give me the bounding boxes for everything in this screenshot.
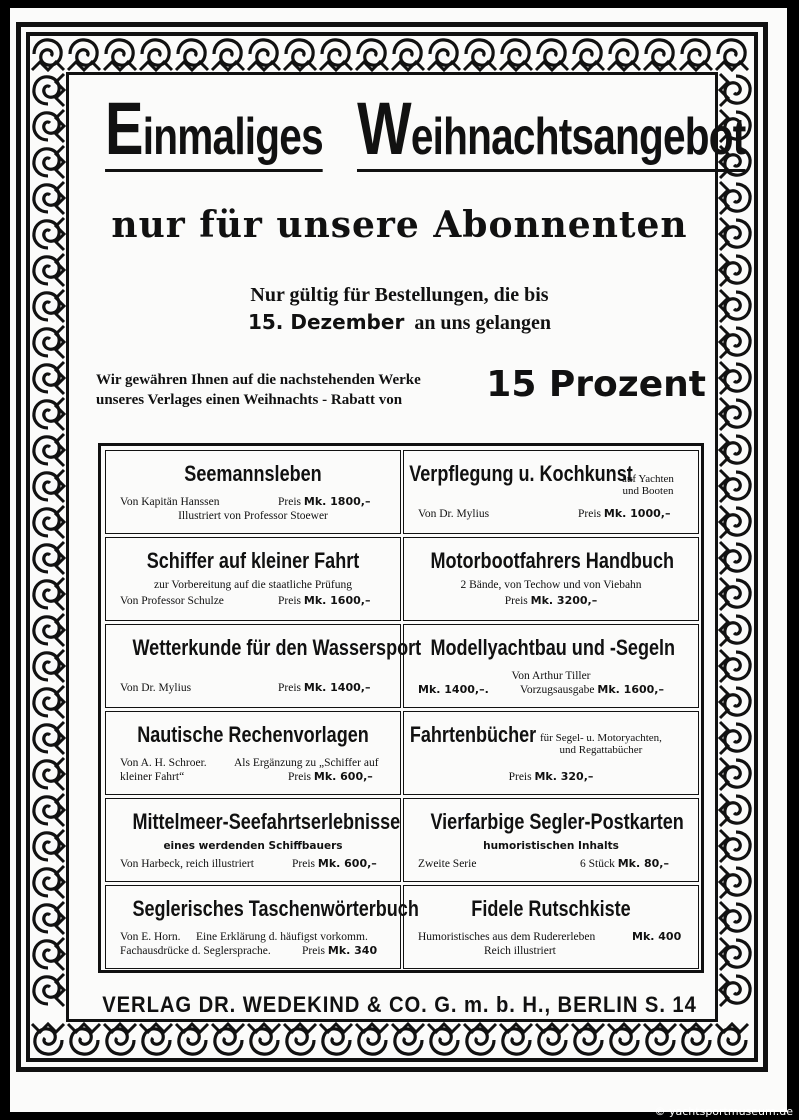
book-price	[278, 594, 370, 608]
headline	[88, 87, 746, 172]
discount-text	[96, 370, 421, 410]
publisher-footer: VERLAG DR. WEDEKIND & CO. G. m. b. H., BERLIN S. 14	[102, 992, 697, 1017]
border-ornament	[246, 1022, 282, 1058]
border-ornament	[718, 612, 754, 648]
border-ornament	[498, 1022, 534, 1058]
edition-label: Vorzugsausgabe	[520, 684, 595, 696]
price-label: Preis	[288, 771, 311, 783]
price-value: Mk. 400	[632, 930, 682, 943]
price-value: Mk. 600,–	[317, 857, 377, 870]
border-ornament	[714, 1022, 750, 1058]
book-price	[278, 681, 370, 695]
book-author: Von Professor Schulze	[120, 595, 224, 607]
price-value: Mk. 1600,–	[303, 594, 371, 607]
book-card	[403, 450, 699, 534]
price-label: Preis	[292, 858, 315, 870]
border-ornament	[678, 1022, 714, 1058]
border-ornament	[138, 1022, 174, 1058]
border-ornament	[318, 1022, 354, 1058]
side-note-1: für Segel- u. Motoryachten,	[540, 732, 662, 744]
border-ornament	[718, 504, 754, 540]
border-ornament	[30, 828, 66, 864]
side-note-2: und Booten	[622, 485, 674, 497]
border-ornament	[462, 36, 498, 72]
book-title: Vierfarbige Segler-Postkarten	[430, 809, 684, 834]
validity-line-2	[0, 310, 799, 335]
edition-price: Mk. 1600,–	[597, 683, 664, 696]
border-ornament	[30, 1022, 66, 1058]
book-price	[302, 944, 377, 958]
side-note-1: auf Yachten	[622, 473, 674, 485]
book-title: Modellyachtbau und -Segeln	[430, 635, 676, 660]
border-ornament	[102, 1022, 138, 1058]
border-ornament	[30, 936, 66, 972]
border-ornament	[30, 792, 66, 828]
price-value: Mk. 320,–	[534, 770, 594, 783]
price-value: Mk. 1000,–	[603, 507, 671, 520]
border-ornament	[718, 360, 754, 396]
book-price	[404, 594, 698, 608]
book-subtitle	[106, 839, 400, 853]
headline-initial-1: E	[105, 87, 143, 170]
price-value: Mk. 340	[327, 944, 378, 957]
border-ornament	[426, 1022, 462, 1058]
price-label: Preis	[278, 595, 301, 607]
border-ornament	[354, 1022, 390, 1058]
border-ornament	[246, 36, 282, 72]
quantity: 6 Stück	[580, 858, 615, 870]
border-ornament	[678, 36, 714, 72]
headline-initial-2: W	[357, 87, 411, 170]
book-note: Illustriert von Professor Stoewer	[178, 510, 328, 522]
headline-rest-1: inmaliges	[142, 108, 323, 166]
border-ornament	[282, 36, 318, 72]
border-ornament	[714, 36, 750, 72]
border-ornament	[718, 864, 754, 900]
border-ornament	[718, 432, 754, 468]
border-ornament	[30, 540, 66, 576]
border-ornament	[66, 36, 102, 72]
border-ornament	[718, 720, 754, 756]
border-ornament	[718, 252, 754, 288]
book-price	[632, 930, 681, 944]
border-ornament	[30, 504, 66, 540]
border-ornament	[534, 36, 570, 72]
border-ornament	[426, 36, 462, 72]
book-title: Mittelmeer-Seefahrtserlebnisse	[132, 809, 401, 834]
border-ornament	[174, 36, 210, 72]
price-value: Mk. 3200,–	[530, 594, 598, 607]
border-ornament	[30, 720, 66, 756]
book-card	[105, 798, 401, 882]
price-label: Preis	[578, 508, 601, 520]
book-title: Motorbootfahrers Handbuch	[430, 548, 674, 573]
border-ornament	[534, 1022, 570, 1058]
border-ornament	[498, 36, 534, 72]
book-card	[105, 885, 419, 969]
book-author: Von Harbeck, reich illustriert	[120, 858, 254, 870]
border-ornament	[30, 864, 66, 900]
book-title: Seemannsleben	[184, 461, 322, 486]
border-ornament	[606, 36, 642, 72]
border-ornament	[718, 468, 754, 504]
border-ornament	[30, 756, 66, 792]
book-author: Von A. H. Schroer.	[120, 757, 207, 769]
book-note-1: Als Ergänzung zu „Schiffer auf	[234, 757, 379, 769]
price-value: Mk. 1800,–	[303, 495, 371, 508]
headline-rest-2: eihnachtsangebot	[410, 108, 746, 166]
book-card	[105, 537, 401, 621]
book-author: Von Dr. Mylius	[120, 682, 192, 694]
border-ornament	[30, 108, 66, 144]
headline-word-1	[105, 87, 323, 172]
discount-line-2: unseres Verlages einen Weihnachts - Rabatt von	[96, 392, 403, 408]
border-ornament	[30, 360, 66, 396]
book-note-1: Humoristisches aus dem Rudererleben	[418, 931, 596, 943]
subtitle-text: humoristischen Inhalts	[483, 840, 619, 852]
border-ornament	[282, 1022, 318, 1058]
border-ornament	[718, 540, 754, 576]
book-title: Nautische Rechenvorlagen	[137, 722, 369, 747]
subtitle-text: eines werdenden Schiffbauers	[163, 840, 343, 852]
book-title: Fidele Rutschkiste	[471, 896, 631, 921]
watermark: © yachtsportmuseum.de	[654, 1105, 793, 1118]
border-ornament	[30, 684, 66, 720]
subtitle: nur für unsere Abonnenten	[111, 204, 688, 246]
border-ornament	[718, 756, 754, 792]
book-card	[403, 711, 699, 795]
book-note: Zweite Serie	[418, 858, 477, 870]
border-ornament	[570, 1022, 606, 1058]
border-ornament	[30, 576, 66, 612]
price-value: Mk. 600,–	[313, 770, 373, 783]
border-ornament	[718, 576, 754, 612]
book-subtitle	[404, 839, 698, 853]
book-price	[278, 495, 370, 509]
price-label: Preis	[508, 771, 532, 783]
border-ornament	[390, 36, 426, 72]
book-note: 2 Bände, von Techow und von Viebahn	[460, 579, 642, 591]
book-note-2: Reich illustriert	[484, 945, 556, 957]
border-ornament	[30, 468, 66, 504]
border-ornament	[30, 144, 66, 180]
border-ornament	[642, 36, 678, 72]
book-title: Seglerisches Taschenwörterbuch	[132, 896, 419, 921]
discount-value: 15 Prozent	[486, 364, 706, 405]
border-ornament	[30, 432, 66, 468]
validity-date: 15. Dezember	[247, 310, 405, 334]
book-side-note	[622, 473, 674, 497]
book-note: zur Vorbereitung auf die staatliche Prüfung	[154, 579, 352, 591]
book-price	[292, 857, 377, 871]
book-price	[404, 770, 698, 784]
book-author: Von Dr. Mylius	[418, 508, 490, 520]
book-card	[403, 798, 699, 882]
book-note-2: kleiner Fahrt“	[120, 771, 185, 783]
book-card	[105, 450, 401, 534]
side-note-2: und Regattabücher	[559, 744, 643, 756]
border-ornament	[30, 648, 66, 684]
border-ornament	[102, 36, 138, 72]
price-label: Preis	[278, 682, 301, 694]
book-author: Von E. Horn.	[120, 931, 181, 943]
validity-rest: an uns gelangen	[414, 312, 552, 334]
book-author: Von Arthur Tiller	[511, 670, 591, 682]
book-edition	[520, 683, 664, 697]
border-ornament	[138, 36, 174, 72]
discount-line-1: Wir gewähren Ihnen auf die nachstehenden Werke	[96, 372, 421, 388]
book-price	[418, 683, 489, 697]
border-ornament	[606, 1022, 642, 1058]
book-title: Fahrtenbücher	[409, 722, 537, 747]
border-ornament	[718, 792, 754, 828]
book-card	[403, 885, 699, 969]
border-ornament	[354, 36, 390, 72]
border-ornament	[718, 936, 754, 972]
border-ornament	[718, 396, 754, 432]
book-price	[580, 857, 669, 871]
book-card	[403, 624, 699, 708]
border-ornament	[718, 648, 754, 684]
price-label: Preis	[504, 595, 528, 607]
discount-block	[96, 364, 706, 412]
book-grid	[98, 443, 704, 973]
border-ornament	[390, 1022, 426, 1058]
border-ornament	[718, 828, 754, 864]
book-note-1: Eine Erklärung d. häufigst vorkomm.	[196, 931, 368, 943]
border-ornament	[210, 1022, 246, 1058]
border-ornament	[210, 36, 246, 72]
headline-word-2	[357, 87, 746, 172]
border-ornament	[66, 1022, 102, 1058]
price-label: Preis	[302, 945, 325, 957]
border-ornament	[318, 36, 354, 72]
border-ornament	[30, 900, 66, 936]
border-ornament	[718, 684, 754, 720]
book-price	[578, 507, 670, 521]
border-ornament	[30, 612, 66, 648]
book-card	[105, 624, 422, 708]
price-value: Mk. 80,–	[617, 857, 669, 870]
border-ornament	[30, 252, 66, 288]
border-ornament	[30, 72, 66, 108]
book-title: Schiffer auf kleiner Fahrt	[146, 548, 360, 573]
border-ornament	[174, 1022, 210, 1058]
border-ornament	[462, 1022, 498, 1058]
price-value: Mk. 1400,–	[303, 681, 371, 694]
validity-line-1: Nur gültig für Bestellungen, die bis	[250, 284, 549, 306]
book-side-note	[540, 732, 662, 756]
book-title: Verpflegung u. Kochkunst	[409, 461, 633, 486]
price-value: Mk. 1400,–.	[418, 683, 489, 696]
book-title: Wetterkunde für den Wassersport	[132, 635, 422, 660]
price-label: Preis	[278, 496, 301, 508]
book-note-2: Fachausdrücke d. Seglersprache.	[120, 945, 271, 957]
border-ornament	[30, 36, 66, 72]
book-author: Von Kapitän Hanssen	[120, 496, 220, 508]
border-ornament	[642, 1022, 678, 1058]
book-price	[288, 770, 373, 784]
border-ornament	[30, 396, 66, 432]
book-card	[403, 537, 699, 621]
border-ornament	[718, 900, 754, 936]
border-ornament	[570, 36, 606, 72]
